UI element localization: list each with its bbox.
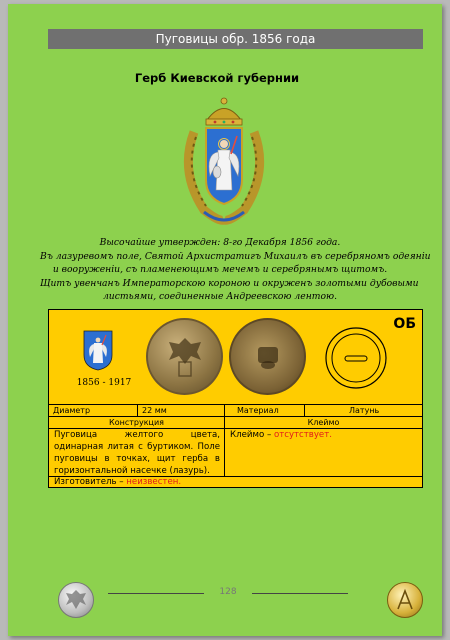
maker-prefix: Изготовитель –: [54, 477, 127, 487]
specs-row: [49, 404, 422, 416]
description-line: Щитъ увенчанъ Императорскою короною и окруженъ золотыми дубовыми: [40, 277, 419, 289]
construction-label: Конструкция: [49, 417, 225, 428]
footer-divider: [252, 593, 348, 594]
shank-icon: [248, 337, 288, 377]
section-header: Пуговицы обр. 1856 года: [48, 29, 423, 49]
description-line: Въ лазуревомъ поле, Святой Архистратигъ Михаилъ въ серебряномъ одеянiи: [40, 250, 431, 262]
description-line: листьями, соединенные Андреевскою лентою.: [102, 291, 338, 302]
diameter-value: 22 мм: [138, 405, 225, 416]
material-value: Латунь: [349, 406, 380, 415]
button-scheme-icon: [324, 326, 388, 390]
eagle-icon: [59, 583, 93, 617]
type-code: ОБ: [393, 316, 416, 332]
material-label: Материал: [225, 405, 305, 416]
description-line: Высочайше утвержден: 8-го Декабря 1856 года.: [99, 237, 341, 248]
footer-gold-button-icon: [387, 582, 423, 618]
description-line: и вооруженiи, съ пламенеющимъ мечемъ и серебрянымъ щитомъ.: [52, 264, 388, 275]
page-number: 128: [219, 587, 237, 597]
construction-text: Пуговица желтого цвета, одинарная литая с буртиком. Поле пуговицы в точках, щит герба в горизонтальной насечке (лазурь).: [54, 430, 220, 476]
page-title: Герб Киевской губернии: [134, 71, 300, 85]
diameter-label: Диаметр: [49, 405, 138, 416]
description: [40, 236, 431, 304]
button-back-photo: [229, 318, 306, 395]
coat-of-arms-image: [174, 92, 274, 228]
mark-label: Клеймо: [307, 418, 340, 427]
footer-divider: [108, 593, 204, 594]
maker-value: неизвестен.: [126, 477, 182, 487]
maker-text: [54, 476, 414, 488]
headers-row: [49, 416, 422, 428]
mark-value: отсутствует.: [273, 430, 332, 440]
footer-silver-button-icon: [58, 582, 94, 618]
years-label: 1856 - 1917: [76, 378, 132, 388]
shield-icon: [82, 329, 114, 371]
mark-text: [230, 429, 420, 441]
mark-prefix: Клеймо –: [230, 430, 274, 440]
eagle-emblem-icon: [165, 334, 205, 380]
monogram-icon: [388, 583, 422, 617]
button-card: [48, 309, 423, 488]
button-front-photo: [146, 318, 223, 395]
